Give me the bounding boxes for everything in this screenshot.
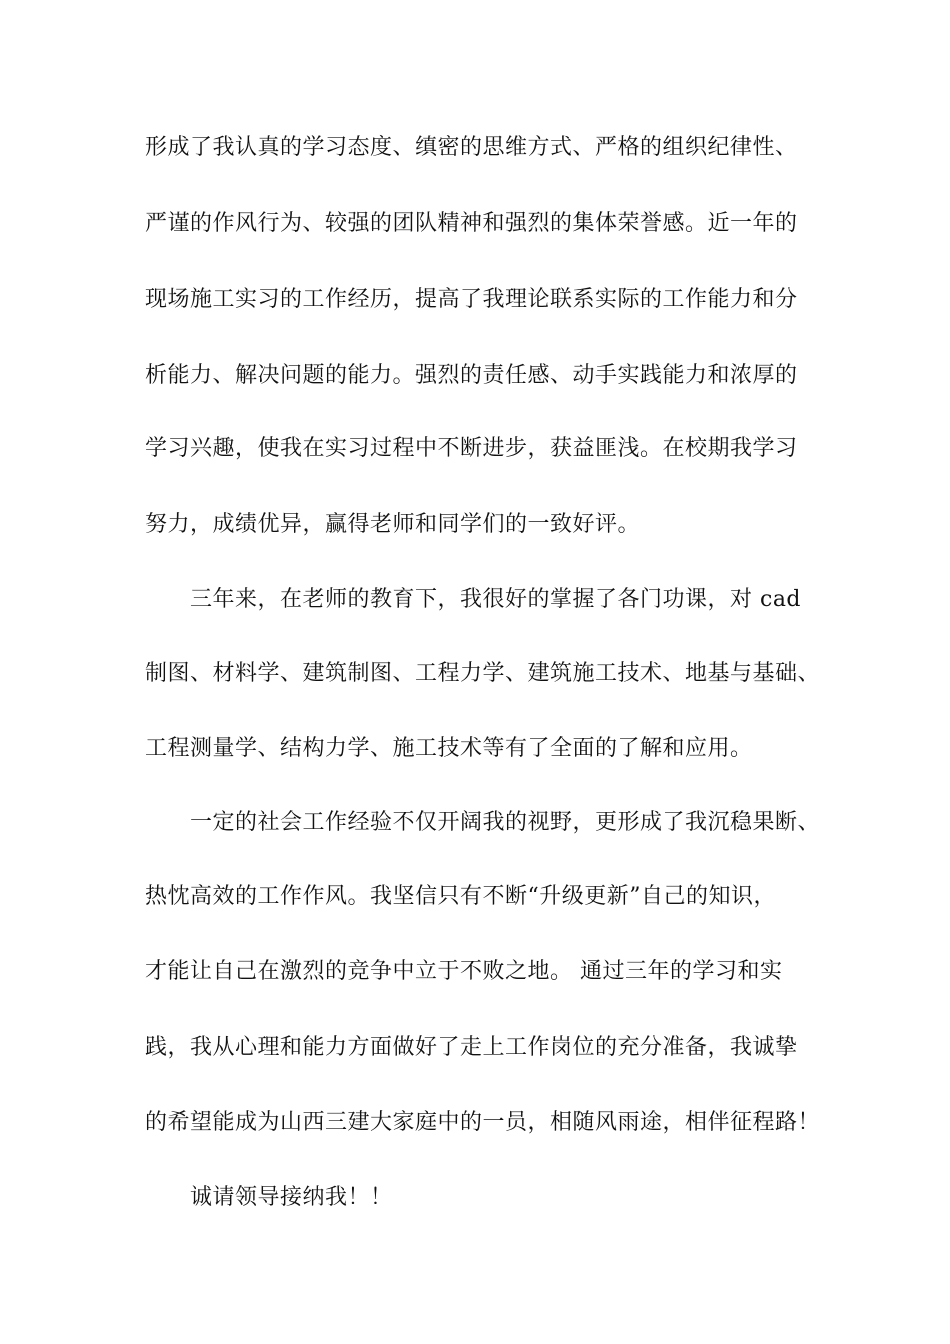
text-line: 学习兴趣，使我在实习过程中不断进步，获益匪浅。在校期我学习 [145, 436, 798, 461]
text-line: 形成了我认真的学习态度、缜密的思维方式、严格的组织纪律性、 [145, 135, 798, 160]
text-line: 工程测量学、结构力学、施工技术等有了全面的了解和应用。 [145, 736, 753, 761]
text-line: 的希望能成为山西三建大家庭中的一员，相随风雨途，相伴征程路！ [145, 1110, 821, 1135]
text-line: 严谨的作风行为、较强的团队精神和强烈的集体荣誉感。近一年的 [145, 211, 798, 236]
text-line: 热忱高效的工作作风。我坚信只有不断“升级更新”自己的知识， [145, 884, 776, 909]
text-line: 才能让自己在激烈的竞争中立于不败之地。 通过三年的学习和实 [145, 959, 783, 984]
text-line: 三年来，在老师的教育下，我很好的掌握了各门功课，对 cad [190, 587, 802, 612]
text-line: 诚请领导接纳我！！ [190, 1185, 393, 1210]
text-line: 析能力、解决问题的能力。强烈的责任感、动手实践能力和浓厚的 [145, 363, 798, 388]
text-line: 现场施工实习的工作经历，提高了我理论联系实际的工作能力和分 [145, 287, 798, 312]
text-line: 一定的社会工作经验不仅开阔我的视野，更形成了我沉稳果断、 [190, 810, 821, 835]
text-line: 努力，成绩优异，赢得老师和同学们的一致好评。 [145, 512, 641, 537]
text-line: 制图、材料学、建筑制图、工程力学、建筑施工技术、地基与基础、 [145, 661, 821, 686]
text-line: 践，我从心理和能力方面做好了走上工作岗位的充分准备，我诚挚 [145, 1035, 798, 1060]
